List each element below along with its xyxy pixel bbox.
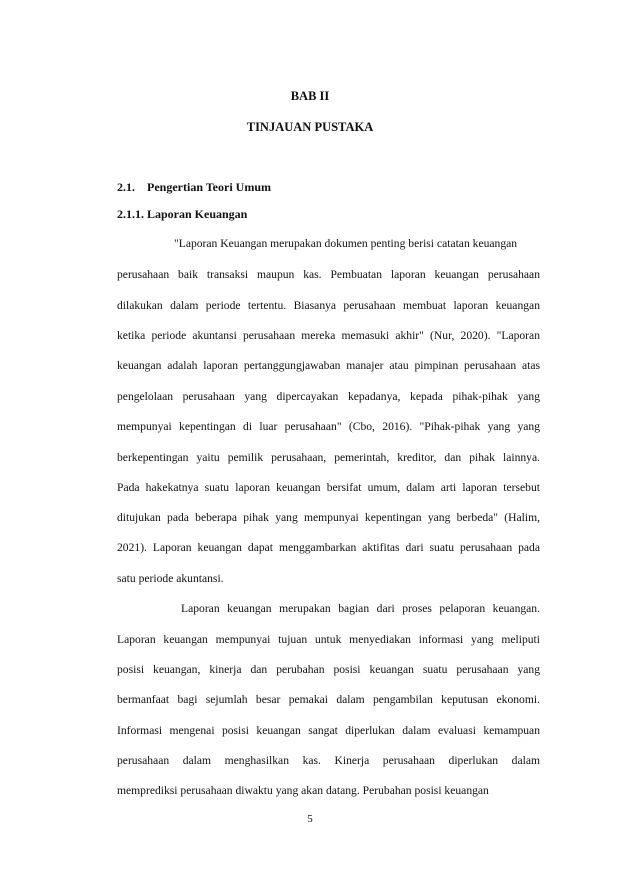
paragraph-line: Laporan keuangan mempunyai tujuan untuk menyediakan informasi yang meliputi [117, 633, 540, 646]
paragraph-line: keuangan adalah laporan pertanggungjawaban manajer atau pimpinan perusahaan atas [117, 359, 540, 372]
chapter-heading: BAB II [290, 89, 330, 103]
paragraph-line: ditujukan pada beberapa pihak yang mempunyai kepentingan yang berbeda" (Halim, [117, 511, 540, 524]
paragraph-line: 2021). Laporan keuangan dapat menggambarkan aktifitas dari suatu perusahaan pada [117, 541, 540, 554]
paragraph-line: berkepentingan yaitu pemilik perusahaan, pemerintah, kreditor, dan pihak lainnya. [117, 451, 540, 464]
subsection-heading: 2.1.1. Laporan Keuangan [117, 207, 248, 221]
section-heading [117, 180, 271, 195]
paragraph-line: perusahaan dalam menghasilkan kas. Kinerja perusahaan diperlukan dalam [117, 754, 540, 767]
chapter-title: TINJAUAN PUSTAKA [246, 120, 374, 134]
paragraph-line: perusahaan baik transaksi maupun kas. Pembuatan laporan keuangan perusahaan [117, 268, 540, 281]
paragraph-line: pengelolaan perusahaan yang dipercayakan kepadanya, kepada pihak-pihak yang [117, 390, 540, 403]
paragraph-line: dilakukan dalam periode tertentu. Biasanya perusahaan membuat laporan keuangan [117, 299, 540, 312]
paragraph-line: Informasi mengenai posisi keuangan sangat diperlukan dalam evaluasi kemampuan [117, 724, 540, 737]
paragraph-line: Laporan keuangan merupakan bagian dari proses pelaporan keuangan. [181, 602, 540, 615]
paragraph-line: memprediksi perusahaan diwaktu yang akan datang. Perubahan posisi keuangan [117, 784, 489, 797]
paragraph-line: satu periode akuntansi. [117, 572, 224, 585]
section-number: 2.1. [117, 180, 135, 194]
section-title: Pengertian Teori Umum [147, 180, 271, 194]
page-number: 5 [307, 813, 313, 825]
paragraph-line: bermanfaat bagi sejumlah besar pemakai dalam pengambilan keputusan ekonomi. [117, 693, 540, 706]
paragraph-line: posisi keuangan, kinerja dan perubahan posisi keuangan suatu perusahaan yang [117, 663, 540, 676]
paragraph-line: Pada hakekatnya suatu laporan keuangan bersifat umum, dalam arti laporan tersebut [117, 481, 540, 494]
paragraph-line: ketika periode akuntansi perusahaan mereka memasuki akhir" (Nur, 2020). "Laporan [117, 329, 540, 342]
paragraph-line: mempunyai kepentingan di luar perusahaan" (Cbo, 2016). "Pihak-pihak yang yang [117, 420, 540, 433]
paragraph-line: "Laporan Keuangan merupakan dokumen penting berisi catatan keuangan [174, 237, 518, 250]
